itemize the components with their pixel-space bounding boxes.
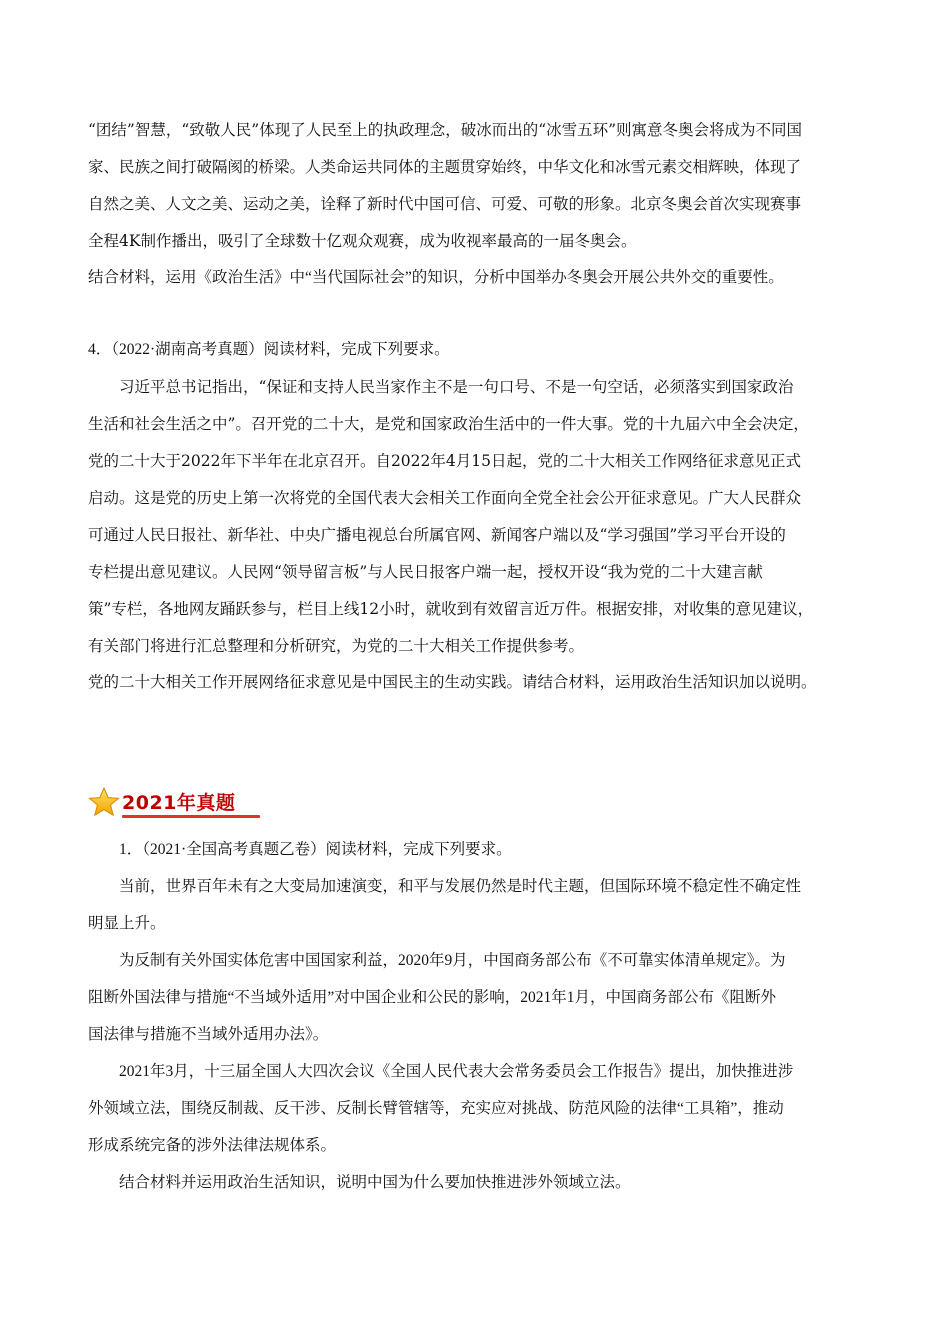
q1-para2-line: 阻断外国法律与措施“不当域外适用”对中国企业和公民的影响，2021年1月，中国商务部公布《阻断外 [88, 989, 777, 1006]
q4-material-line: 有关部门将进行汇总整理和分析研究，为党的二十大相关工作提供参考。 [88, 637, 585, 655]
q4-material-line: 可通过人民日报社、新华社、中央广播电视总台所属官网、新闻客户端以及“学习强国”学习平台开设的 [88, 526, 786, 544]
q3-material-line: “团结”智慧，“致敬人民”体现了人民至上的执政理念，破冰而出的“冰雪五环”则寓意冬奥会将成为不同国 [88, 121, 803, 139]
q4-question: 党的二十大相关工作开展网络征求意见是中国民主的生动实践。请结合材料，运用政治生活知识加以说明。 [88, 674, 817, 691]
q4-material-line: 党的二十大于2022年下半年在北京召开。自2022年4月15日起，党的二十大相关工作网络征求意见正式 [88, 452, 801, 470]
q4-material-line: 习近平总书记指出，“保证和支持人民当家作主不是一句口号、不是一句空话，必须落实到国家政治 [119, 378, 794, 396]
q3-material-line: 家、民族之间打破隔阂的桥梁。人类命运共同体的主题贯穿始终，中华文化和冰雪元素交相辉映，体现了 [88, 158, 802, 176]
section-heading-2021 [88, 784, 258, 820]
q4-material-line: 策”专栏，各地网友踊跃参与，栏目上线12小时，就收到有效留言近万件。根据安排，对收集的意见建议， [88, 600, 814, 618]
q1-header: 1．（2021·全国高考真题乙卷）阅读材料，完成下列要求。 [119, 841, 512, 858]
q4-material-line: 生活和社会生活之中”。召开党的二十大，是党和国家政治生活中的一件大事。党的十九届六中全会决定， [88, 415, 809, 433]
section-title-underline [122, 815, 260, 818]
q1-question: 结合材料并运用政治生活知识，说明中国为什么要加快推进涉外领域立法。 [119, 1174, 631, 1191]
q3-material-line: 全程4K制作播出，吸引了全球数十亿观众观赛，成为收视率最高的一届冬奥会。 [88, 232, 637, 250]
q1-para1-line: 当前，世界百年未有之大变局加速演变，和平与发展仍然是时代主题，但国际环境不稳定性不确定性 [119, 878, 802, 895]
q1-para1-line: 明显上升。 [88, 915, 166, 932]
q1-para2-line: 为反制有关外国实体危害中国国家利益，2020年9月，中国商务部公布《不可靠实体清单规定》。为 [119, 952, 786, 969]
q4-header: 4．（2022·湖南高考真题）阅读材料，完成下列要求。 [88, 341, 450, 358]
q4-material-line: 启动。这是党的历史上第一次将党的全国代表大会相关工作面向全党全社会公开征求意见。广大人民群众 [88, 489, 802, 507]
q3-question: 结合材料，运用《政治生活》中“当代国际社会”的知识，分析中国举办冬奥会开展公共外交的重要性。 [88, 269, 784, 286]
q1-para3-line: 形成系统完备的涉外法律法规体系。 [88, 1137, 337, 1154]
section-title: 2021年真题 [122, 792, 236, 814]
q1-para3-line: 2021年3月，十三届全国人大四次会议《全国人民代表大会常务委员会工作报告》提出，加快推进涉 [119, 1063, 794, 1080]
q4-material-line: 专栏提出意见建议。人民网“领导留言板”与人民日报客户端一起，授权开设“我为党的二十大建言献 [88, 563, 763, 581]
q3-material-line: 自然之美、人文之美、运动之美，诠释了新时代中国可信、可爱、可敬的形象。北京冬奥会首次实现赛事 [88, 195, 802, 213]
q1-para3-line: 外领域立法，围绕反制裁、反干涉、反制长臂管辖等，充实应对挑战、防范风险的法律“工具箱”，推动 [88, 1100, 784, 1117]
star-icon [88, 786, 120, 818]
q1-para2-line: 国法律与措施不当域外适用办法》。 [88, 1026, 329, 1043]
